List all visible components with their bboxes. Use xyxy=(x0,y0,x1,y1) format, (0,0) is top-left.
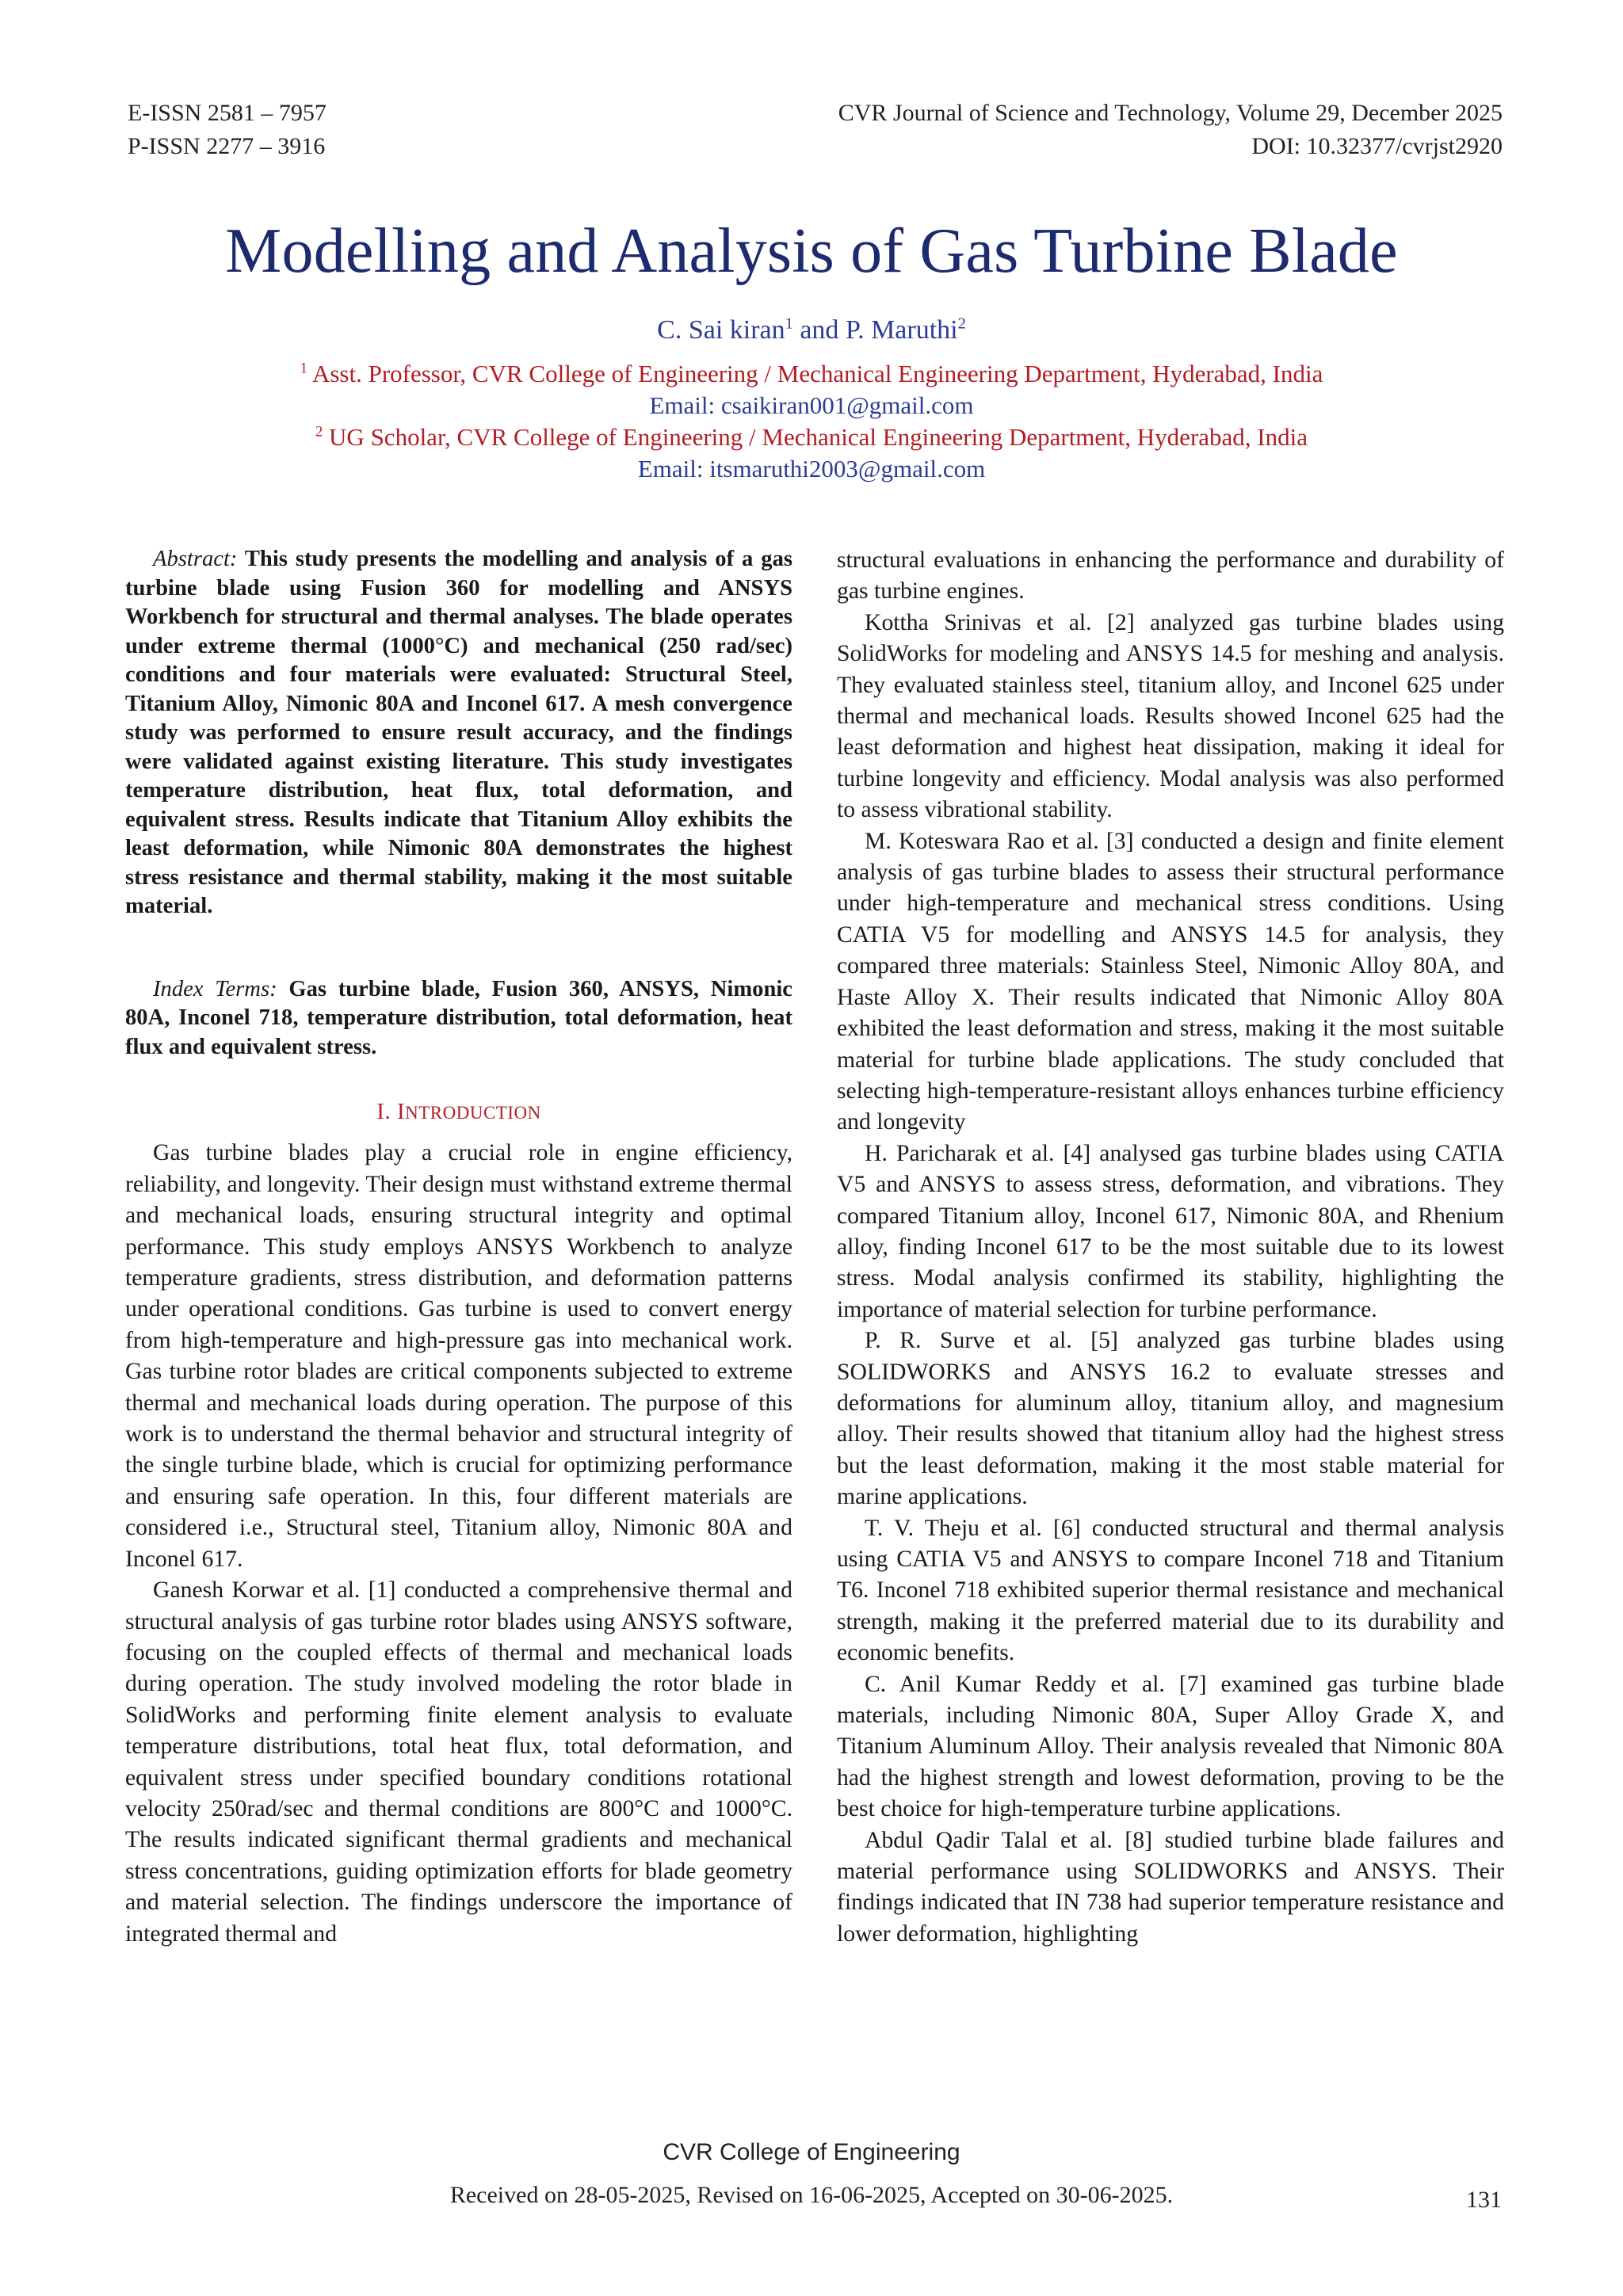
paragraph: C. Anil Kumar Reddy et al. [7] examined gas turbine blade materials, including Nimonic 80A, Super Alloy Grade X, and Titanium Aluminum Alloy. Their analysis revealed that Nimonic 80A had the highest strength and lowest deformation, proving to be the best choice for high-temperature turbine applications. xyxy=(837,1671,1504,1822)
author-2: P. Maruthi xyxy=(845,315,958,345)
footer-dates: Received on 28-05-2025, Revised on 16-06-2025, Accepted on 30-06-2025. xyxy=(449,2182,1174,2208)
author-1-sup: 1 xyxy=(785,315,793,333)
author-1: C. Sai kiran xyxy=(657,315,785,345)
index-terms xyxy=(125,975,792,1062)
paragraph: Gas turbine blades play a crucial role in engine efficiency, reliability, and longevity. Their design must withstand extreme thermal and mechanical loads, ensuring structural integrity and optimal performance. This study employs ANSYS Workbench to analyze temperature gradients, stress distribution, and deformation patterns under operational conditions. Gas turbine is used to convert energy from high-temperature and high-pressure gas into mechanical work. Gas turbine rotor blades are critical components subjected to extreme thermal and mechanical loads during operation. The purpose of this work is to understand the thermal behavior and structural integrity of the single turbine blade, which is crucial for optimizing performance and ensuring safe operation. In this, four different materials are considered i.e., Structural steel, Titanium alloy, Nimonic 80A and Inconel 617. xyxy=(125,1140,792,1572)
section-heading-numeral: I. I xyxy=(376,1099,406,1124)
paragraph-continuation: structural evaluations in enhancing the performance and durability of gas turbine engines. xyxy=(837,547,1504,605)
affiliation-2-text: UG Scholar, CVR College of Engineering / Mechanical Engineering Department, Hyderabad, India xyxy=(323,423,1308,451)
doi: DOI: 10.32377/cvrjst2920 xyxy=(1251,133,1503,159)
affiliation-1-text: Asst. Professor, CVR College of Engineering / Mechanical Engineering Department, Hyderabad, India xyxy=(307,360,1323,387)
affiliation-2 xyxy=(0,421,1623,453)
authors xyxy=(0,315,1623,345)
left-column xyxy=(125,545,792,1950)
paragraph: T. V. Theju et al. [6] conducted structural and thermal analysis using CATIA V5 and ANSYS to compare Inconel 718 and Titanium T6. Inconel 718 exhibited superior thermal resistance and mechanical strength, making it the preferred material due to its durability and economic benefits. xyxy=(837,1515,1504,1666)
paragraph: Kottha Srinivas et al. [2] analyzed gas turbine blades using SolidWorks for modeling and ANSYS 14.5 for meshing and analysis. They evaluated stainless steel, titanium alloy, and Inconel 625 under thermal and mechanical loads. Results showed Inconel 625 had the least deformation and highest heat dissipation, making it ideal for turbine longevity and efficiency. Modal analysis was also performed to assess vibrational stability. xyxy=(837,609,1504,823)
affiliation-2-sup: 2 xyxy=(315,423,323,441)
journal-block xyxy=(838,97,1503,163)
author-2-sup: 2 xyxy=(957,315,966,333)
abstract-label: Abstract: xyxy=(153,547,238,571)
footer-organization: CVR College of Engineering xyxy=(663,2139,960,2165)
affiliation-1-sup: 1 xyxy=(300,360,307,377)
eissn: E-ISSN 2581 – 7957 xyxy=(128,100,327,126)
affiliation-1 xyxy=(0,358,1623,390)
affiliation-1-email: Email: csaikiran001@gmail.com xyxy=(649,391,974,419)
affiliation-2-email: Email: itsmaruthi2003@gmail.com xyxy=(637,455,986,482)
introduction-left xyxy=(125,1138,792,1950)
paragraph: H. Paricharak et al. [4] analysed gas turbine blades using CATIA V5 and ANSYS to assess stress, deformation, and vibrations. They compared Titanium alloy, Inconel 617, Nimonic 80A, and Rhenium alloy, finding Inconel 617 to be the most suitable due to its lowest stress. Modal analysis confirmed its stability, highlighting the importance of material selection for turbine performance. xyxy=(837,1140,1504,1322)
pissn: P-ISSN 2277 – 3916 xyxy=(128,133,326,159)
paper-title: Modelling and Analysis of Gas Turbine Blade xyxy=(225,216,1398,286)
paragraph: M. Koteswara Rao et al. [3] conducted a design and finite element analysis of gas turbine blades to assess their structural performance under high-temperature and mechanical stress conditions. Using CATIA V5 for modelling and ANSYS 14.5 for analysis, they compared three materials: Stainless Steel, Nimonic Alloy 80A, and Haste Alloy X. Their results indicated that Nimonic Alloy 80A exhibited the least deformation and stress, making it the most suitable material for turbine blade applications. The study concluded that selecting high-temperature-resistant alloys enhances turbine efficiency and longevity xyxy=(837,828,1504,1135)
index-terms-text: Gas turbine blade, Fusion 360, ANSYS, Nimonic 80A, Inconel 718, temperature distribution, total deformation, heat flux and equivalent stress. xyxy=(125,976,793,1059)
paragraph: P. R. Surve et al. [5] analyzed gas turbine blades using SOLIDWORKS and ANSYS 16.2 to evaluate stresses and deformations for aluminum alloy, titanium alloy, and magnesium alloy. Their results showed that titanium alloy had the highest stress but the least deformation, making it the most stable material for marine applications. xyxy=(837,1328,1504,1510)
abstract-text: This study presents the modelling and analysis of a gas turbine blade using Fusion 360 for modelling and ANSYS Workbench for structural and thermal analyses. The blade operates under extreme thermal (1000°C) and mechanical (250 rad/sec) conditions and four materials were evaluated: Structural Steel, Titanium Alloy, Nimonic 80A and Inconel 617. A mesh convergence study was performed to ensure result accuracy, and the findings were validated against existing literature. This study investigates temperature distribution, heat flux, total deformation, and equivalent stress. Results indicate that Titanium Alloy exhibits the least deformation, while Nimonic 80A demonstrates the highest stress resistance and thermal stability, making it the most suitable material. xyxy=(125,547,792,918)
section-heading-rest: NTRODUCTION xyxy=(405,1103,541,1123)
issn-block xyxy=(128,97,327,163)
journal-name: CVR Journal of Science and Technology, Volume 29, December 2025 xyxy=(838,100,1503,126)
right-column xyxy=(837,545,1504,1950)
index-terms-label: Index Terms: xyxy=(153,976,277,1001)
author-and: and xyxy=(792,315,846,345)
page-number: 131 xyxy=(1466,2187,1502,2213)
section-heading-introduction xyxy=(125,1097,792,1128)
paragraph: Ganesh Korwar et al. [1] conducted a comprehensive thermal and structural analysis of gas turbine rotor blades using ANSYS software, focusing on the coupled effects of thermal and mechanical loads during operation. The study involved modeling the rotor blade in SolidWorks and performing finite element analysis to evaluate temperature distributions, total heat flux, total deformation, and equivalent stress under specified boundary conditions rotational velocity 250rad/sec and thermal conditions are 800°C and 1000°C. The results indicated significant thermal gradients and mechanical stress concentrations, guiding optimization efforts for blade geometry and material selection. The findings underscore the importance of integrated thermal and xyxy=(125,1577,792,1947)
abstract xyxy=(125,545,792,921)
paragraph: Abdul Qadir Talal et al. [8] studied turbine blade failures and material performance using SOLIDWORKS and ANSYS. Their findings indicated that IN 738 had superior temperature resistance and lower deformation, highlighting xyxy=(837,1827,1504,1947)
